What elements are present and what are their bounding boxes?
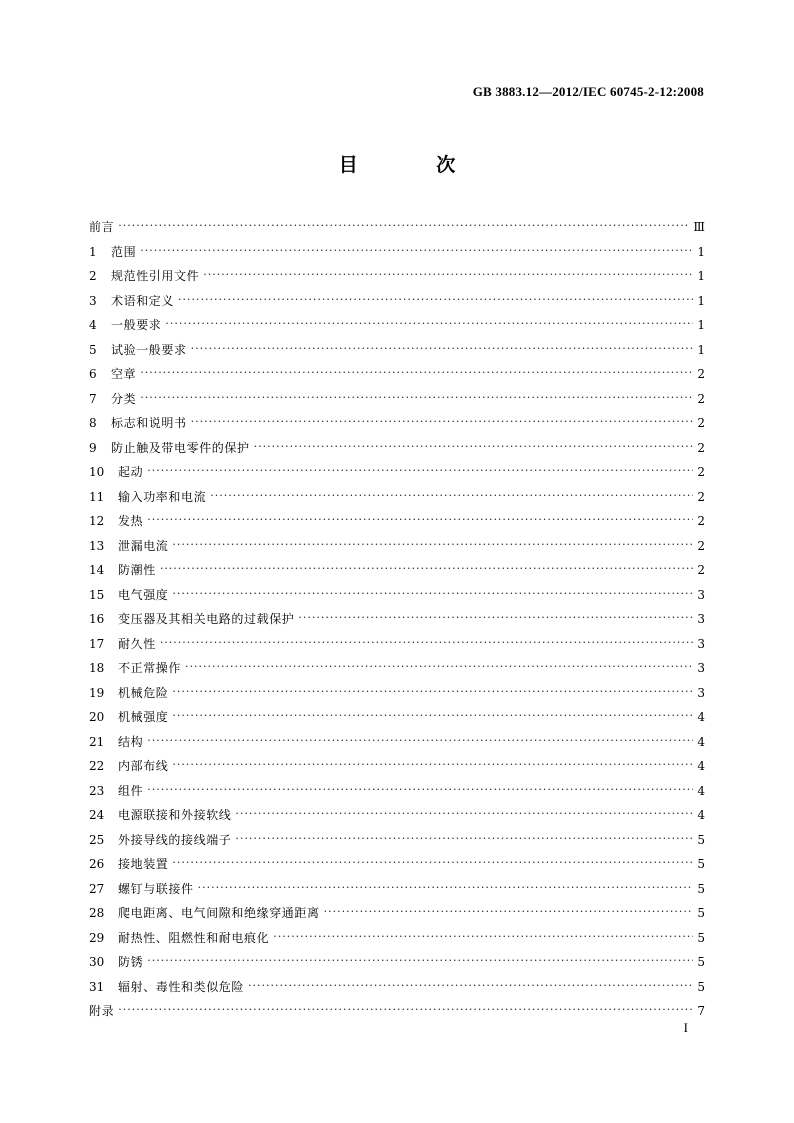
- standard-code-header: GB 3883.12—2012/IEC 60745-2-12:2008: [472, 84, 704, 99]
- toc-dot-leader: [191, 417, 693, 429]
- toc-dot-leader: [140, 246, 693, 258]
- toc-dot-leader: [324, 907, 693, 919]
- toc-dot-leader: [118, 1005, 693, 1017]
- toc-entry-page: 1: [697, 342, 705, 357]
- toc-entry-label: 结构: [118, 734, 144, 749]
- toc-entry-number: 23: [89, 783, 105, 798]
- toc-dot-leader: [147, 785, 693, 797]
- toc-entry-number: 30: [89, 955, 105, 970]
- toc-entry-label: 防锈: [118, 955, 144, 970]
- toc-entry-label: 规范性引用文件: [111, 269, 200, 284]
- toc-entry[interactable]: [89, 215, 705, 240]
- toc-entry-label: 泄漏电流: [118, 538, 169, 553]
- toc-entry[interactable]: [89, 534, 705, 559]
- toc-dot-leader: [298, 613, 693, 625]
- toc-entry[interactable]: [89, 436, 705, 461]
- toc-dot-leader: [165, 319, 693, 331]
- toc-entry[interactable]: [89, 485, 705, 510]
- toc-entry-label: 耐久性: [118, 636, 156, 651]
- toc-entry-number: 10: [89, 465, 105, 480]
- toc-entry-label: 防止触及带电零件的保护: [111, 440, 250, 455]
- toc-entry[interactable]: [89, 828, 705, 853]
- toc-entry-label: 爬电距离、电气间隙和绝缘穿通距离: [118, 906, 320, 921]
- toc-entry[interactable]: [89, 411, 705, 436]
- toc-entry-label: 标志和说明书: [111, 416, 187, 431]
- toc-entry-label: 耐热性、阻燃性和耐电痕化: [118, 930, 270, 945]
- toc-entry[interactable]: [89, 583, 705, 608]
- toc-dot-leader: [172, 760, 693, 772]
- toc-entry-page: 4: [697, 783, 705, 798]
- toc-entry-page: 5: [697, 979, 705, 994]
- toc-entry-page: 4: [697, 759, 705, 774]
- toc-entry[interactable]: [89, 607, 705, 632]
- toc-entry[interactable]: [89, 289, 705, 314]
- toc-entry[interactable]: [89, 338, 705, 363]
- toc-entry[interactable]: [89, 926, 705, 951]
- toc-entry-number: 16: [89, 612, 105, 627]
- toc-entry-label: 机械危险: [118, 685, 169, 700]
- toc-entry-number: 7: [89, 391, 97, 406]
- toc-entry[interactable]: [89, 509, 705, 534]
- toc-entry[interactable]: [89, 632, 705, 657]
- toc-entry-number: 18: [89, 661, 105, 676]
- toc-entry-label: 附录: [89, 1004, 115, 1019]
- toc-entry[interactable]: [89, 656, 705, 681]
- toc-entry-page: 5: [697, 906, 705, 921]
- toc-entry-label: 起动: [118, 465, 144, 480]
- toc-entry[interactable]: [89, 754, 705, 779]
- toc-entry-number: 28: [89, 906, 105, 921]
- toc-entry-page: 2: [697, 563, 705, 578]
- toc-dot-leader: [191, 344, 693, 356]
- toc-entry[interactable]: [89, 387, 705, 412]
- toc-dot-leader: [198, 883, 693, 895]
- toc-entry-page: 7: [697, 1004, 705, 1019]
- toc-entry[interactable]: [89, 705, 705, 730]
- toc-dot-leader: [147, 956, 693, 968]
- toc-entry-page: 2: [697, 538, 705, 553]
- toc-entry[interactable]: [89, 730, 705, 755]
- toc-dot-leader: [160, 564, 693, 576]
- toc-dot-leader: [147, 515, 693, 527]
- toc-entry[interactable]: [89, 313, 705, 338]
- toc-entry-number: 24: [89, 808, 105, 823]
- toc-entry-page: 3: [697, 612, 705, 627]
- toc-dot-leader: [185, 662, 693, 674]
- toc-entry[interactable]: [89, 975, 705, 1000]
- toc-entry-label: 电源联接和外接软线: [118, 808, 232, 823]
- toc-entry[interactable]: [89, 877, 705, 902]
- toc-entry-label: 输入功率和电流: [118, 489, 207, 504]
- toc-entry-label: 变压器及其相关电路的过载保护: [118, 612, 295, 627]
- toc-entry-page: 5: [697, 881, 705, 896]
- toc-entry-number: 14: [89, 563, 105, 578]
- toc-entry-number: 1: [89, 244, 97, 259]
- toc-entry[interactable]: [89, 852, 705, 877]
- toc-entry-page: 1: [697, 318, 705, 333]
- table-of-contents: [89, 215, 705, 1024]
- toc-entry[interactable]: [89, 362, 705, 387]
- toc-entry-number: 22: [89, 759, 105, 774]
- toc-dot-leader: [254, 442, 693, 454]
- toc-dot-leader: [172, 858, 693, 870]
- toc-entry-page: 5: [697, 955, 705, 970]
- toc-entry[interactable]: [89, 999, 705, 1024]
- toc-dot-leader: [172, 687, 693, 699]
- toc-entry-number: 27: [89, 881, 105, 896]
- toc-entry-page: 2: [697, 465, 705, 480]
- toc-entry-label: 内部布线: [118, 759, 169, 774]
- toc-entry-number: 17: [89, 636, 105, 651]
- toc-dot-leader: [140, 368, 693, 380]
- toc-entry[interactable]: [89, 240, 705, 265]
- toc-entry-page: 4: [697, 710, 705, 725]
- page-title: 目 次: [338, 154, 492, 176]
- toc-entry-label: 接地装置: [118, 857, 169, 872]
- toc-entry-number: 4: [89, 318, 97, 333]
- toc-entry[interactable]: [89, 803, 705, 828]
- page-number: I: [683, 1020, 688, 1035]
- toc-entry-page: 2: [697, 391, 705, 406]
- toc-dot-leader: [140, 393, 693, 405]
- toc-entry-label: 电气强度: [118, 587, 169, 602]
- toc-dot-leader: [235, 834, 693, 846]
- toc-entry-number: 31: [89, 979, 105, 994]
- toc-entry-number: 6: [89, 367, 97, 382]
- toc-entry-label: 辐射、毒性和类似危险: [118, 979, 245, 994]
- toc-dot-leader: [203, 270, 693, 282]
- toc-entry-number: 13: [89, 538, 105, 553]
- toc-entry-page: 2: [697, 440, 705, 455]
- toc-entry-label: 空章: [111, 367, 137, 382]
- toc-entry-number: 2: [89, 269, 97, 284]
- toc-entry-label: 范围: [111, 244, 137, 259]
- toc-entry-number: 19: [89, 685, 105, 700]
- toc-dot-leader: [172, 589, 693, 601]
- toc-entry-page: 1: [697, 293, 705, 308]
- toc-entry-page: 2: [697, 489, 705, 504]
- toc-entry-page: 2: [697, 514, 705, 529]
- toc-dot-leader: [160, 638, 693, 650]
- toc-entry[interactable]: [89, 460, 705, 485]
- toc-entry-label: 不正常操作: [118, 661, 182, 676]
- toc-entry-number: 21: [89, 734, 105, 749]
- toc-entry-page: Ⅲ: [693, 220, 705, 235]
- toc-entry-page: 2: [697, 416, 705, 431]
- toc-entry-page: 1: [697, 269, 705, 284]
- toc-entry-number: 26: [89, 857, 105, 872]
- toc-dot-leader: [172, 711, 693, 723]
- toc-dot-leader: [178, 295, 693, 307]
- toc-entry-label: 组件: [118, 783, 144, 798]
- toc-entry-number: 15: [89, 587, 105, 602]
- toc-entry-number: 8: [89, 416, 97, 431]
- toc-entry-label: 外接导线的接线端子: [118, 832, 232, 847]
- toc-entry-page: 5: [697, 857, 705, 872]
- toc-entry-page: 4: [697, 808, 705, 823]
- toc-entry-page: 3: [697, 661, 705, 676]
- toc-dot-leader: [147, 466, 693, 478]
- toc-entry-number: 11: [89, 489, 105, 504]
- toc-dot-leader: [172, 540, 693, 552]
- toc-entry-label: 螺钉与联接件: [118, 881, 194, 896]
- toc-entry[interactable]: [89, 558, 705, 583]
- toc-entry-number: 20: [89, 710, 105, 725]
- toc-entry[interactable]: [89, 779, 705, 804]
- toc-entry[interactable]: [89, 681, 705, 706]
- toc-entry-page: 5: [697, 930, 705, 945]
- toc-entry-label: 术语和定义: [111, 293, 175, 308]
- toc-entry-label: 防潮性: [118, 563, 156, 578]
- toc-dot-leader: [248, 981, 693, 993]
- toc-entry-page: 4: [697, 734, 705, 749]
- toc-entry-page: 3: [697, 636, 705, 651]
- toc-dot-leader: [210, 491, 693, 503]
- toc-entry-number: 12: [89, 514, 105, 529]
- toc-entry-label: 前言: [89, 220, 115, 235]
- toc-entry-label: 一般要求: [111, 318, 162, 333]
- toc-entry-number: 5: [89, 342, 97, 357]
- toc-entry-page: 1: [697, 244, 705, 259]
- toc-entry-label: 机械强度: [118, 710, 169, 725]
- toc-entry[interactable]: [89, 901, 705, 926]
- toc-entry-number: 25: [89, 832, 105, 847]
- toc-dot-leader: [118, 221, 689, 233]
- toc-dot-leader: [235, 809, 693, 821]
- toc-entry[interactable]: [89, 264, 705, 289]
- toc-entry-label: 发热: [118, 514, 144, 529]
- toc-dot-leader: [147, 736, 693, 748]
- toc-entry-label: 试验一般要求: [111, 342, 187, 357]
- toc-entry-page: 3: [697, 685, 705, 700]
- toc-entry-page: 3: [697, 587, 705, 602]
- toc-entry-number: 9: [89, 440, 97, 455]
- toc-dot-leader: [273, 932, 693, 944]
- toc-entry-page: 2: [697, 367, 705, 382]
- toc-entry-number: 3: [89, 293, 97, 308]
- toc-entry-label: 分类: [111, 391, 137, 406]
- toc-entry-page: 5: [697, 832, 705, 847]
- toc-entry[interactable]: [89, 950, 705, 975]
- toc-entry-number: 29: [89, 930, 105, 945]
